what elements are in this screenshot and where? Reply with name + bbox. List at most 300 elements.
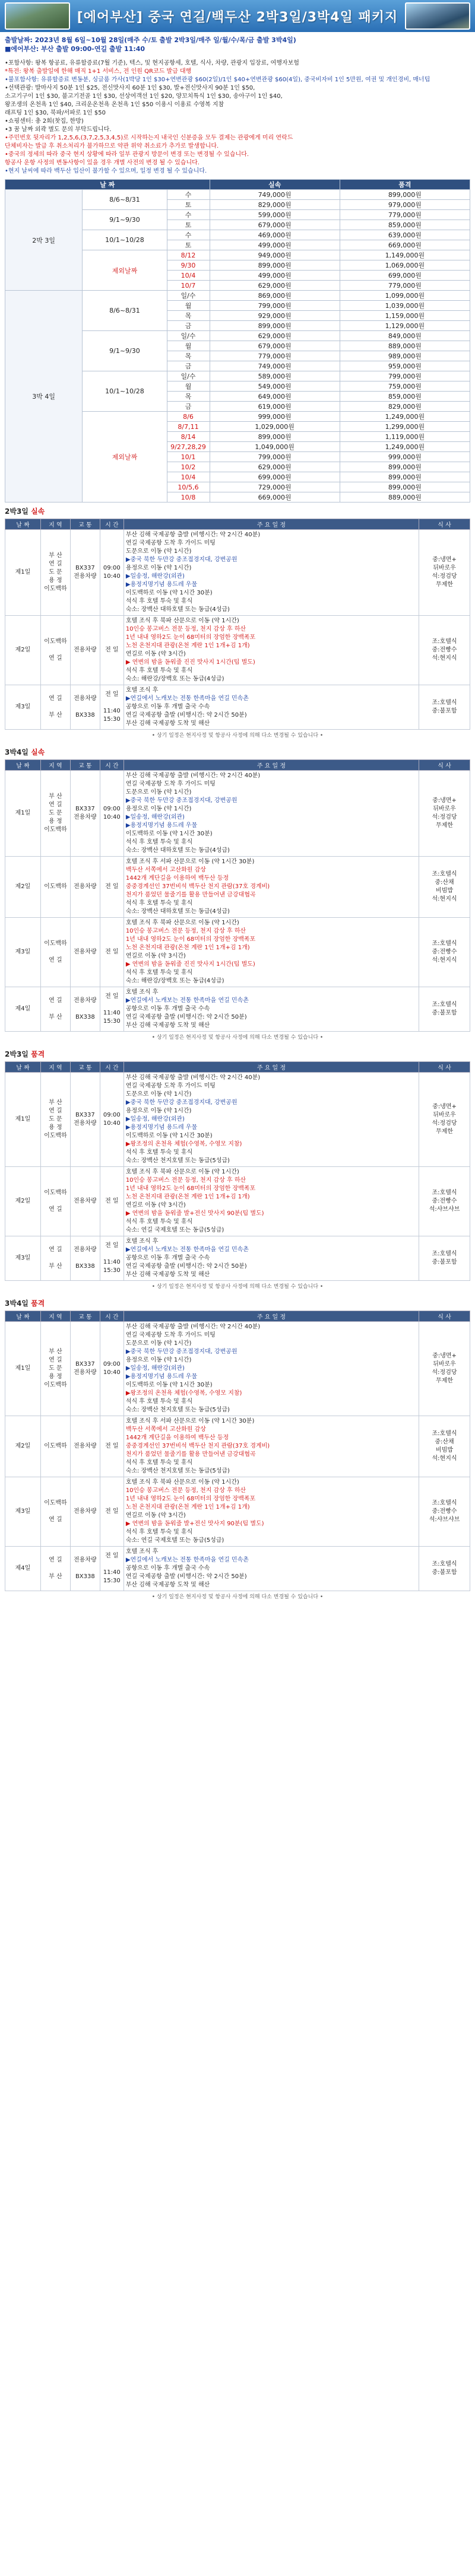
place-text: 이도백하 연 길	[44, 638, 67, 662]
schedule-line: 연길로 이동 (약 3시간)	[125, 1202, 186, 1209]
schedule-line: 부산 김해 국제공항 도착 및 해산	[125, 1582, 210, 1588]
price-economy: 629,000원	[210, 281, 340, 291]
price-day: 월	[167, 381, 210, 392]
price-premium: 1,149,000원	[340, 250, 470, 260]
schedule-line: 10인승 봉고버스 전문 등정, 천지 감상 후 하산	[125, 1487, 246, 1494]
schedule-line: ▶중국 북한 두만강 중조접경지대, 강변공원	[125, 797, 238, 804]
time-text: 전 일 11:40 15:30	[103, 993, 121, 1025]
price-premium: 1,129,000원	[340, 321, 470, 331]
day-transport	[70, 918, 100, 987]
day-transport	[70, 1236, 100, 1281]
price-economy: 649,000원	[210, 392, 340, 402]
price-range-label: 제외날짜	[83, 250, 167, 291]
schedule-line: ▶왕조정의 온천욕 체험(수영복, 수영모 지참)	[125, 1390, 242, 1397]
price-day: 수	[167, 230, 210, 240]
day-meals	[419, 1547, 470, 1591]
itineraries	[0, 503, 475, 1605]
itinerary-header-cell: 지 역	[40, 1311, 70, 1322]
price-premium: 889,000원	[340, 341, 470, 351]
price-day: 9/27,28,29	[167, 442, 210, 452]
day-transport	[70, 1322, 100, 1416]
day-transport	[70, 1167, 100, 1236]
price-premium: 1,159,000원	[340, 311, 470, 321]
price-economy: 1,029,000원	[210, 422, 340, 432]
price-premium: 779,000원	[340, 210, 470, 220]
price-day: 8/6	[167, 412, 210, 422]
price-day: 토	[167, 220, 210, 230]
transport-text: 전용차량 BX338	[74, 695, 97, 718]
meal-text: 중:냉면+ 뒤바로우 석:정검당 무제한	[432, 1353, 457, 1384]
itinerary-day-row	[5, 1236, 470, 1281]
schedule-line: 용정으로 이동 (약 1시간)	[125, 1357, 192, 1363]
day-label: 제2일	[5, 1167, 41, 1236]
note-line: 소고기구이 1인 $30, 불고기전골 1인 $30, 선상여객선 1인 $20, 양꼬치특식 1인 $30, 송아구이 1인 $40,	[5, 93, 283, 100]
schedule-line: ▶ 연변의 밤을 돋워줄 발+전신 맛사지 90분(팁 별도)	[125, 1210, 264, 1217]
price-economy: 619,000원	[210, 402, 340, 412]
price-range-label: 10/1~10/28	[83, 230, 167, 250]
schedule-line: 숙소: 장백산 천지호텔 또는 동급(5성급)	[125, 1157, 230, 1164]
time-text: 전 일 11:40 15:30	[103, 1242, 121, 1274]
schedule-line: 1년 내내 영하2도 눈이 68미터의 장엄한 장백폭포	[125, 1185, 256, 1192]
day-meals	[419, 1236, 470, 1281]
transport-text: 전용차량	[74, 883, 97, 890]
note-line: •선택관광: 발마사지 50분 1인 $25, 전신맛사지 60분 1인 $30, 발+전신맛사지 90분 1인 $50,	[5, 85, 255, 91]
itinerary-header-cell: 주 요 일 정	[124, 519, 419, 530]
itinerary-header-cell: 시 간	[100, 1311, 124, 1322]
schedule-line: ▶용정지명기념 용드레 우물	[125, 581, 198, 588]
day-meals	[419, 918, 470, 987]
schedule-line: 호텔 조식 후 북파 산문으로 이동 (약 1시간)	[125, 1479, 239, 1486]
itinerary-table	[5, 519, 470, 730]
day-place	[40, 1477, 70, 1547]
note-line: •현지 날씨에 따라 백두산 입산이 불가할 수 있으며, 일정 변경 될 수 있습니다.	[5, 168, 207, 174]
schedule-line: 이도백하로 이동 (약 1시간 30분)	[125, 590, 213, 596]
itinerary-header-cell: 식 사	[419, 1311, 470, 1322]
price-economy: 749,000원	[210, 190, 340, 200]
price-day: 목	[167, 351, 210, 361]
itinerary-header-cell: 날 짜	[5, 760, 41, 771]
schedule-line: ▶일송정, 해란강(외관)	[125, 1365, 185, 1372]
schedule-line: 연길로 이동 (약 3시간)	[125, 1512, 186, 1519]
price-day: 토	[167, 240, 210, 250]
schedule-line: 호텔 조식 후 북파 산문으로 이동 (약 1시간)	[125, 920, 239, 926]
schedule-line: 숙소: 연길 국제호텔 또는 동급(5성급)	[125, 1227, 224, 1233]
day-place	[40, 1236, 70, 1281]
itinerary-day-row	[5, 685, 470, 730]
schedule-line: 호텔 조식 후	[125, 687, 159, 694]
schedule-line: 석식 후 호텔 투숙 및 휴식	[125, 1459, 193, 1466]
price-economy: 629,000원	[210, 331, 340, 341]
note-line: •쇼핑센터: 총 2회(찻집, 한방)	[5, 118, 84, 125]
meal-text: 조:호텔식 중:전빵수 석:현지식	[432, 638, 457, 662]
day-schedule	[124, 685, 419, 730]
schedule-line: 공항으로 이동 후 개별 출국 수속	[125, 1006, 210, 1012]
day-time	[100, 1167, 124, 1236]
day-label: 제3일	[5, 1236, 41, 1281]
day-time	[100, 1547, 124, 1591]
schedule-line: 공항으로 이동 후 개별 출국 수속	[125, 1565, 210, 1572]
day-label: 제3일	[5, 918, 41, 987]
day-place	[40, 987, 70, 1032]
price-day: 토	[167, 200, 210, 210]
itinerary-header-cell: 주 요 일 정	[124, 1062, 419, 1073]
day-label: 제3일	[5, 685, 41, 730]
day-transport	[70, 857, 100, 918]
day-label: 제1일	[5, 1073, 41, 1167]
schedule-line: 도문으로 이동 (약 1시간)	[125, 1340, 192, 1347]
price-day: 10/8	[167, 492, 210, 503]
itinerary-header-cell: 지 역	[40, 519, 70, 530]
place-text: 이도백하	[44, 883, 67, 890]
schedule-line: 1년 내내 영하2도 눈이 68미터의 장엄한 장백폭포	[125, 936, 256, 943]
schedule-line: 연길 국제공항 도착 후 가이드 미팅	[125, 1332, 216, 1338]
day-label: 제4일	[5, 987, 41, 1032]
price-day: 월	[167, 341, 210, 351]
itinerary-grade: 품격	[31, 1050, 45, 1058]
schedule-line: ▶일송정, 해란강(외관)	[125, 573, 185, 580]
price-range-label: 8/6~8/31	[83, 291, 167, 331]
price-range-label: 9/1~9/30	[83, 210, 167, 230]
price-premium: 899,000원	[340, 472, 470, 482]
itinerary-grade: 실속	[31, 748, 45, 756]
price-day: 월	[167, 301, 210, 311]
itinerary-header-cell: 시 간	[100, 519, 124, 530]
itinerary-day-row	[5, 1322, 470, 1416]
place-text: 부 산 연 길 도 문 용 정 이도백하	[44, 1349, 67, 1388]
day-label: 제4일	[5, 1547, 41, 1591]
itinerary-grade: 품격	[31, 1299, 45, 1308]
place-text: 부 산 연 길 도 문 용 정 이도백하	[44, 552, 67, 592]
price-premium: 849,000원	[340, 331, 470, 341]
day-transport	[70, 616, 100, 685]
price-day: 8/7,11	[167, 422, 210, 432]
place-text: 이도백하 연 길	[44, 1500, 67, 1523]
meal-text: 조:호텔식 중:불포함	[432, 1251, 457, 1265]
itinerary-header-cell: 날 짜	[5, 519, 41, 530]
place-text: 이도백하 연 길	[44, 1190, 67, 1213]
meal-text: 조:호텔식 중:불포함	[432, 1001, 457, 1016]
schedule-line: ▶중국 북한 두만강 중조접경지대, 강변공원	[125, 1349, 238, 1355]
itinerary-day-row	[5, 987, 470, 1032]
schedule-line: 연길 국제공항 도착 후 가이드 미팅	[125, 540, 216, 546]
schedule-line: 호텔 조식 후	[125, 989, 159, 996]
itinerary-header-row	[5, 1062, 470, 1073]
schedule-line: ▶왕조정의 온천욕 체험(수영복, 수영모 지참)	[125, 1141, 242, 1147]
schedule-line: ▶용정지명기념 용드레 우물	[125, 822, 198, 829]
day-schedule	[124, 1477, 419, 1547]
itinerary-table	[5, 1061, 470, 1281]
price-premium: 989,000원	[340, 351, 470, 361]
price-premium: 959,000원	[340, 361, 470, 371]
price-header-date: 날 짜	[5, 180, 210, 190]
schedule-line: 연길 국제공항 출발 (비행시간: 약 2시간 50분)	[125, 1014, 247, 1020]
schedule-line: 도문으로 이동 (약 1시간)	[125, 1091, 192, 1098]
price-day: 금	[167, 402, 210, 412]
itinerary-day-row	[5, 1477, 470, 1547]
schedule-line: ▶연길에서 노캐보는 전통 한족마을 연길 민속촌	[125, 695, 249, 702]
meal-text: 중:냉면+ 뒤바로우 석:정검당 무제한	[432, 1103, 457, 1135]
note-line: *특전: 왕복 출발일에 한해 매직 1+1 서비스, 전 인원 QR코드 발급 대행	[5, 68, 192, 75]
schedule-line: 연길 국제공항 도착 후 가이드 미팅	[125, 781, 216, 787]
day-place	[40, 857, 70, 918]
schedule-line: ▶중국 북한 두만강 중조접경지대, 강변공원	[125, 1099, 238, 1106]
schedule-line: 숙소: 장백산 대하호텔 또는 동급(4성급)	[125, 847, 230, 854]
place-text: 연 길 부 산	[49, 1246, 62, 1270]
price-economy: 899,000원	[210, 260, 340, 271]
schedule-line: 숙소: 연길 국제호텔 또는 동급(5성급)	[125, 1537, 224, 1544]
day-schedule	[124, 1073, 419, 1167]
schedule-line: ▶용정지명기념 용드레 우물	[125, 1124, 198, 1131]
itinerary-length: 3박4일	[5, 1299, 28, 1308]
day-place	[40, 1416, 70, 1477]
schedule-line: 호텔 조식 후 북파 산문으로 이동 (약 1시간)	[125, 1169, 239, 1175]
price-economy: 729,000원	[210, 482, 340, 492]
itinerary-length: 3박4일	[5, 748, 28, 756]
price-premium: 1,299,000원	[340, 422, 470, 432]
transport-text: 전용차량	[74, 1508, 97, 1515]
itinerary-table	[5, 1311, 470, 1591]
day-time	[100, 616, 124, 685]
schedule-line: 이도백하로 이동 (약 1시간 30분)	[125, 831, 213, 837]
day-place	[40, 1167, 70, 1236]
schedule-line: 석식 후 호텔 투숙 및 휴식	[125, 598, 193, 605]
itinerary-footnote: • 상기 일정은 현지사정 및 항공사 사정에 의해 다소 변경될 수 있습니다 •	[151, 1035, 324, 1041]
schedule-line: ▶용정지명기념 용드레 우물	[125, 1373, 198, 1380]
schedule-line: 공항으로 이동 후 개별 출국 수속	[125, 704, 210, 710]
price-table	[5, 179, 470, 503]
place-text: 이도백하	[44, 1443, 67, 1449]
price-header-economy: 실속	[210, 180, 340, 190]
price-day: 일/수	[167, 331, 210, 341]
time-text: 전 일	[105, 1508, 119, 1515]
day-meals	[419, 1416, 470, 1477]
day-place	[40, 771, 70, 857]
meal-text: 조:호텔식 중:산채 비빔밥 석:현지식	[432, 1430, 457, 1462]
itinerary-header-cell: 지 역	[40, 1062, 70, 1073]
day-transport	[70, 987, 100, 1032]
transport-text: BX337 전용차량	[74, 565, 97, 580]
time-text: 전 일	[105, 949, 119, 955]
terms-notes	[0, 57, 475, 179]
day-place	[40, 685, 70, 730]
price-premium: 899,000원	[340, 462, 470, 472]
price-group-label: 3박 4일	[5, 291, 83, 503]
note-line: •포함사항: 왕복 항공료, 유류할증료(7월 기준), 텍스, 및 현지공항세, 호텔, 식사, 차량, 관광지 입장료, 여행자보험	[5, 60, 299, 66]
itinerary-title	[0, 503, 475, 519]
meal-text: 조:호텔식 중:전빵수 석:현지식	[432, 940, 457, 963]
price-economy: 829,000원	[210, 200, 340, 210]
schedule-line: 이도백하로 이동 (약 1시간 30분)	[125, 1133, 213, 1139]
schedule-line: ▶ 연변의 밤을 돋워줄 진진 맛사지 1시간(팁 별도)	[125, 659, 255, 666]
price-economy: 869,000원	[210, 291, 340, 301]
day-time	[100, 685, 124, 730]
day-meals	[419, 987, 470, 1032]
day-meals	[419, 1167, 470, 1236]
time-text: 전 일 11:40 15:30	[103, 691, 121, 723]
price-premium: 1,099,000원	[340, 291, 470, 301]
time-text: 전 일	[105, 1198, 119, 1204]
price-day: 10/2	[167, 462, 210, 472]
schedule-line: ▶연길에서 노캐보는 전통 한족마을 연길 민속촌	[125, 1246, 249, 1253]
itinerary-header-row	[5, 760, 470, 771]
day-schedule	[124, 1547, 419, 1591]
schedule-line: 천지가 품었던 물줄기를 활용 만들어낸 금강대협곡	[125, 1451, 256, 1458]
itinerary-header-cell: 교 통	[70, 519, 100, 530]
place-text: 이도백하 연 길	[44, 940, 67, 963]
place-text: 연 길 부 산	[49, 1557, 62, 1580]
flight-times: ■에어부산: 부산 출발 09:00-연길 출발 11:40	[5, 45, 145, 53]
day-label: 제2일	[5, 1416, 41, 1477]
schedule-line: ▶연길에서 노캐보는 전통 한족마을 연길 민속촌	[125, 1557, 249, 1563]
price-economy: 499,000원	[210, 240, 340, 250]
day-time	[100, 530, 124, 616]
schedule-line: ▶일송정, 해란강(외관)	[125, 814, 185, 820]
schedule-line: 1442개 계단길을 이용하여 백두산 등정	[125, 875, 229, 882]
price-day: 금	[167, 361, 210, 371]
price-premium: 699,000원	[340, 271, 470, 281]
day-meals	[419, 616, 470, 685]
price-day: 수	[167, 210, 210, 220]
day-place	[40, 616, 70, 685]
schedule-line: 숙소: 해란강/장백호 또는 동급(4성급)	[125, 676, 224, 682]
price-day: 목	[167, 311, 210, 321]
meal-text: 조:호텔식 중:불포함	[432, 1561, 457, 1576]
price-day: 10/4	[167, 472, 210, 482]
schedule-line: 노천 온천지대 관광(온천 계란 1인 1개+김 1개)	[125, 643, 250, 649]
price-premium: 1,069,000원	[340, 260, 470, 271]
itinerary-title	[0, 1045, 475, 1061]
day-schedule	[124, 918, 419, 987]
day-time	[100, 1416, 124, 1477]
price-day: 9/30	[167, 260, 210, 271]
price-premium: 999,000원	[340, 452, 470, 462]
price-premium: 859,000원	[340, 220, 470, 230]
schedule-line: 공항으로 이동 후 개별 출국 수속	[125, 1255, 210, 1261]
price-premium: 859,000원	[340, 392, 470, 402]
price-economy: 799,000원	[210, 452, 340, 462]
price-premium: 1,249,000원	[340, 442, 470, 452]
mountain-photo	[5, 2, 70, 30]
time-text: 09:00 10:40	[103, 1361, 121, 1376]
schedule-line: 천지가 품었던 물줄기를 활용 만들어낸 금강대협곡	[125, 892, 256, 898]
schedule-line: 10인승 봉고버스 전문 등정, 천지 감상 후 하산	[125, 626, 246, 632]
day-schedule	[124, 616, 419, 685]
day-schedule	[124, 1167, 419, 1236]
schedule-line: 도문으로 이동 (약 1시간)	[125, 548, 192, 555]
price-range-label: 제외날짜	[83, 412, 167, 503]
price-economy: 799,000원	[210, 301, 340, 311]
schedule-line: 노천 온천지대 관광(온천 계란 1인 1개+김 1개)	[125, 1504, 250, 1510]
schedule-line: 용정으로 이동 (약 1시간)	[125, 806, 192, 812]
day-meals	[419, 685, 470, 730]
schedule-line: 10인승 봉고버스 전문 등정, 천지 감상 후 하산	[125, 1177, 246, 1184]
schedule-line: ▶ 연변의 밤을 돋워줄 진진 맛사지 1시간(팁 별도)	[125, 961, 255, 968]
itinerary-header-cell: 시 간	[100, 760, 124, 771]
day-schedule	[124, 1322, 419, 1416]
price-economy: 499,000원	[210, 271, 340, 281]
itinerary-header-cell: 교 통	[70, 1311, 100, 1322]
schedule-line: 1년 내내 영하2도 눈이 68미터의 장엄한 장백폭포	[125, 634, 256, 641]
day-transport	[70, 771, 100, 857]
price-header-premium: 품격	[340, 180, 470, 190]
day-place	[40, 1073, 70, 1167]
day-time	[100, 857, 124, 918]
price-economy: 1,049,000원	[210, 442, 340, 452]
schedule-line: 석식 후 호텔 투숙 및 휴식	[125, 1398, 193, 1405]
itinerary-footnote: • 상기 일정은 현지사정 및 항공사 사정에 의해 다소 변경될 수 있습니다 •	[151, 1284, 324, 1290]
time-text: 전 일	[105, 647, 119, 653]
day-meals	[419, 857, 470, 918]
schedule-line: ▶중국 북한 두만강 중조접경지대, 강변공원	[125, 556, 238, 563]
price-day: 금	[167, 321, 210, 331]
note-line: •불포함사항: 유류할증료 변동분, 싱글룸 가사(1박당 1인 $30+연변관광 $60(2일)/1인 $40+연변관광 $60(4일), 중국비자비 1인 5만원, 여권 및 개인경비, 매너팁	[5, 77, 430, 83]
page-title: [에어부산] 중국 연길/백두산 2박3일/3박4일 패키지	[77, 9, 398, 25]
note-line: 항공사 운항 사정의 변동사항이 있을 경우 개별 사전의 변경 될 수 있습니다.	[5, 160, 200, 166]
schedule-line: 호텔 조식 후	[125, 1238, 159, 1245]
itinerary-day-row	[5, 1167, 470, 1236]
schedule-line: 부산 김해 국제공항 출발 (비행시간: 약 2시간 40분)	[125, 1074, 261, 1081]
time-text: 전 일 11:40 15:30	[103, 1553, 121, 1584]
schedule-line: 10인승 봉고버스 전문 등정, 천지 감상 후 하산	[125, 928, 246, 934]
schedule-line: 1442개 계단길을 이용하여 백두산 등정	[125, 1435, 229, 1441]
day-label: 제1일	[5, 771, 41, 857]
price-day: 10/1	[167, 452, 210, 462]
price-premium: 979,000원	[340, 200, 470, 210]
price-range-label: 8/6~8/31	[83, 190, 167, 210]
price-economy: 679,000원	[210, 341, 340, 351]
day-label: 제1일	[5, 530, 41, 616]
meal-text: 중:냉면+ 뒤바로우 석:정검당 무제한	[432, 556, 457, 588]
schedule-line: 백두산 서쪽에서 고산화원 감상	[125, 1426, 206, 1433]
itinerary-table	[5, 759, 470, 1032]
price-economy: 929,000원	[210, 311, 340, 321]
day-meals	[419, 771, 470, 857]
day-transport	[70, 685, 100, 730]
schedule-line: 연길로 이동 (약 3시간)	[125, 651, 186, 657]
schedule-line: 용정으로 이동 (약 1시간)	[125, 565, 192, 571]
itinerary-title	[0, 743, 475, 759]
itinerary-day-row	[5, 771, 470, 857]
price-day: 일/수	[167, 371, 210, 381]
price-economy: 899,000원	[210, 432, 340, 442]
price-economy: 549,000원	[210, 381, 340, 392]
lake-photo	[405, 2, 470, 30]
day-time	[100, 771, 124, 857]
schedule-line: 이도백하로 이동 (약 1시간 30분)	[125, 1382, 213, 1388]
transport-text: 전용차량 BX338	[74, 1246, 97, 1270]
day-schedule	[124, 987, 419, 1032]
schedule-line: 숙소: 장백산 대하호텔 또는 동급(4성급)	[125, 908, 230, 915]
day-transport	[70, 1073, 100, 1167]
itinerary-header-cell: 주 요 일 정	[124, 1311, 419, 1322]
transport-text: 전용차량 BX338	[74, 1557, 97, 1580]
day-place	[40, 530, 70, 616]
price-premium: 779,000원	[340, 281, 470, 291]
price-row	[5, 190, 470, 200]
time-text: 09:00 10:40	[103, 565, 121, 580]
note-line: •3 꿈 날짜 외곽 별도 문의 부탁드립니다.	[5, 126, 112, 133]
price-day: 10/4	[167, 271, 210, 281]
schedule-line: 숙소: 장백산 대하호텔 또는 동급(4성급)	[125, 606, 230, 613]
schedule-line: 연길 국제공항 출발 (비행시간: 약 2시간 50분)	[125, 712, 247, 718]
itinerary-day-row	[5, 530, 470, 616]
price-premium: 899,000원	[340, 482, 470, 492]
note-line: 래프팅 1인 $30, 북파/서파로 1인 $50	[5, 110, 106, 116]
price-economy: 589,000원	[210, 371, 340, 381]
schedule-line: 부산 김해 국제공항 출발 (비행시간: 약 2시간 40분)	[125, 772, 261, 779]
price-economy: 699,000원	[210, 472, 340, 482]
price-premium: 669,000원	[340, 240, 470, 250]
